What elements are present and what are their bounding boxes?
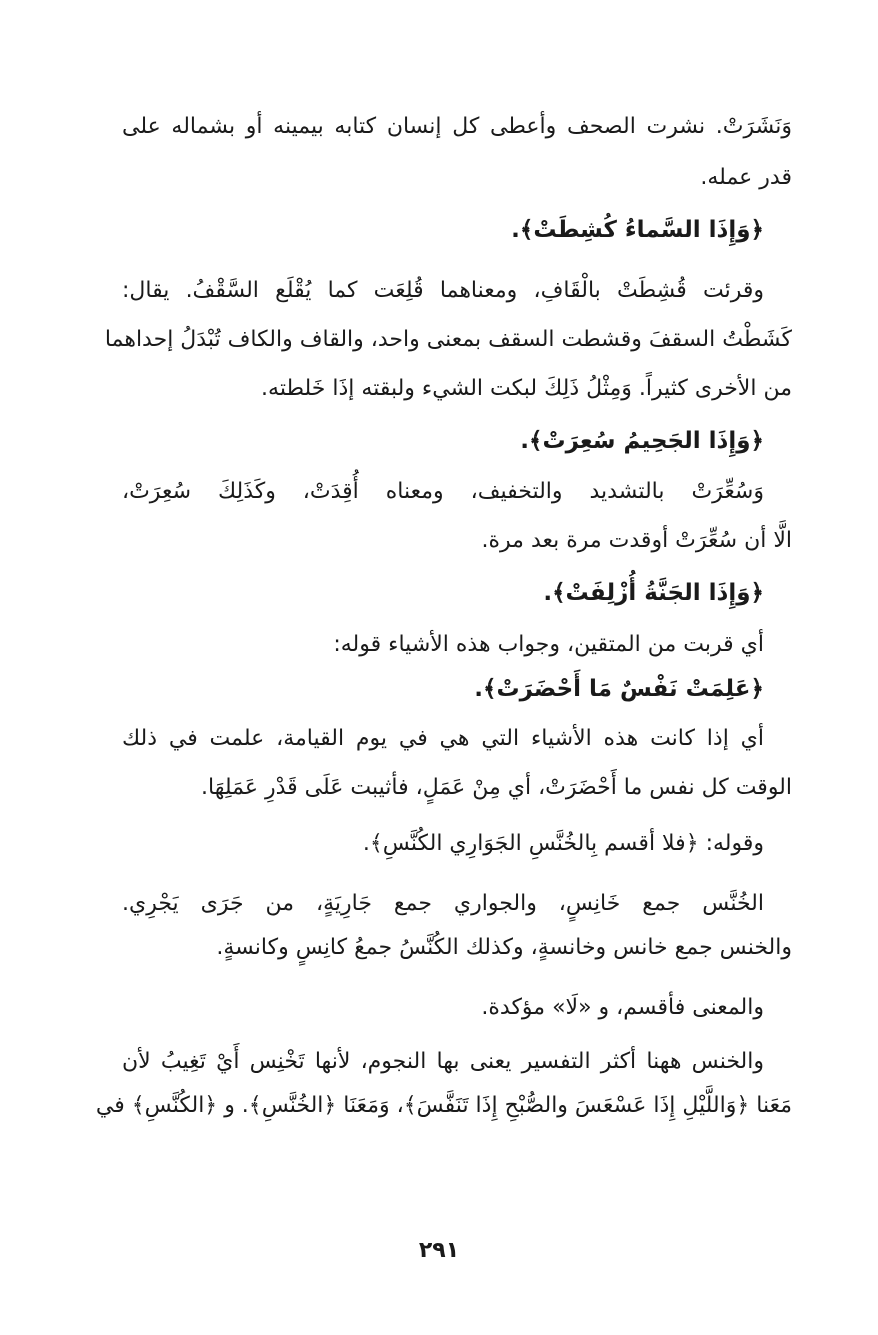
text-line: مَعَنا ﴿وَاللَّيْلِ إِذَا عَسْعَسَ والصُّبْحِ إِذَا تَنَفَّسَ﴾، وَمَعَنَا ﴿الخُنَّسِ﴾. و ﴿الكُنَّسِ﴾ في (95, 1093, 792, 1118)
text-line: وقرئت قُشِطَتْ بالْقَافِ، ومعناهما قُلِعَت كما يُقْلَع السَّقْفُ. يقال: (122, 278, 764, 303)
text-line: وَنَشَرَتْ. نشرت الصحف وأعطى كل إنسان كتابه بيمينه أو بشماله على (122, 114, 792, 139)
text-line: الوقت كل نفس ما أَحْضَرَتْ، أي مِنْ عَمَلٍ، فأثيبت عَلَى قَدْرِ عَمَلِهَا. (201, 775, 792, 800)
text-line: أي قربت من المتقين، وجواب هذه الأشياء قوله: (333, 632, 764, 657)
text-line: الخُنَّس جمع خَانِسٍ، والجواري جمع جَارِيَةٍ، من جَرَى يَجْرِي. (122, 891, 764, 916)
page-body (95, 104, 792, 1121)
text-line: كَشَطْتُ السقفَ وقشطت السقف بمعنى واحد، والقاف والكاف تُبْدَلُ إحداهما (104, 327, 792, 352)
text-line: والمعنى فأقسم، و «لَا» مؤكدة. (481, 995, 764, 1020)
text-line: قدر عمله. (700, 165, 792, 190)
text-line: وقوله: ﴿فلا أقسم بِالخُنَّسِ الجَوَارِي الكُنَّسِ﴾. (362, 831, 764, 856)
text-line: أي إذا كانت هذه الأشياء التي هي في يوم القيامة، علمت في ذلك (122, 726, 764, 751)
verse-line: ﴿وَإِذَا الجَنَّةُ أُزْلِفَتْ﴾. (543, 580, 764, 606)
text-line: والخنس ههنا أكثر التفسير يعنى بها النجوم، لأنها تَخْنِس أَيْ تَغِيبُ لأن (122, 1049, 764, 1074)
text-line: الَّا أن سُعِّرَتْ أوقدت مرة بعد مرة. (481, 528, 792, 553)
text-line: والخنس جمع خانس وخانسةٍ، وكذلك الكُنَّسُ جمعُ كانِسٍ وكانسةٍ. (216, 935, 792, 960)
text-line: من الأخرى كثيراً. وَمِثْلُ ذَلِكَ لبكت الشيء ولبقته إذَا خَلطته. (261, 376, 792, 401)
text-line: وَسُعِّرَتْ بالتشديد والتخفيف، ومعناه أُقِدَتْ، وكَذَلِكَ سُعِرَتْ، (122, 479, 764, 504)
verse-line: ﴿عَلِمَتْ نَفْسٌ مَا أَحْضَرَتْ﴾. (474, 676, 764, 702)
verse-line: ﴿وَإِذَا السَّماءُ كُشِطَتْ﴾. (511, 217, 764, 243)
page-number: ٢٩١ (418, 1238, 460, 1263)
verse-line: ﴿وَإِذَا الجَحِيمُ سُعِرَتْ﴾. (520, 428, 764, 454)
